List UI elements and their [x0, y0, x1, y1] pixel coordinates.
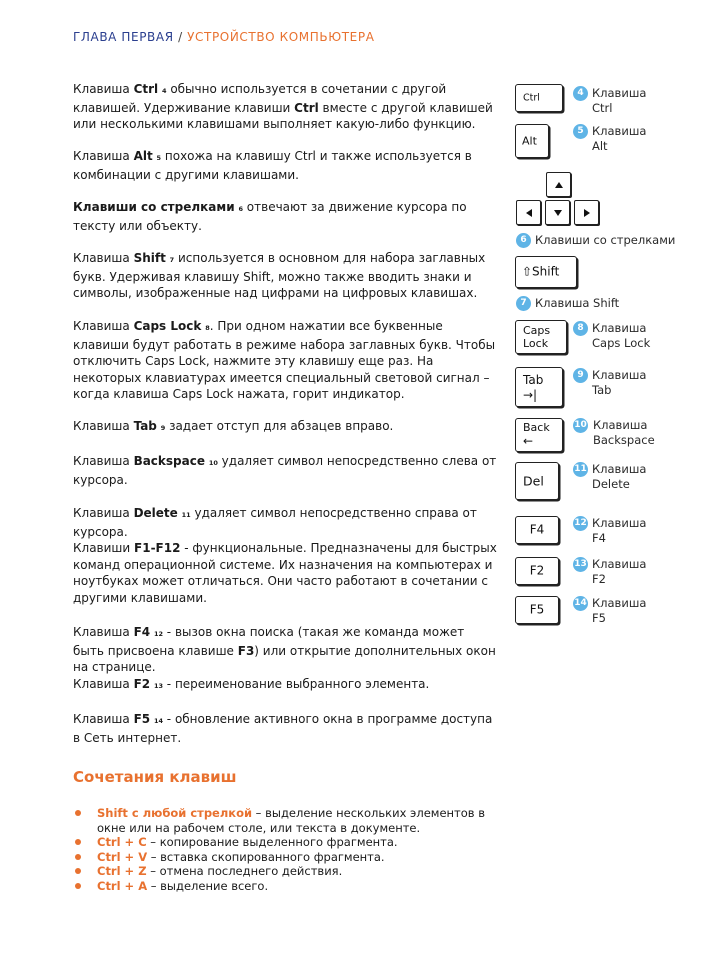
key-name: Alt [133, 149, 153, 163]
caption-line: Клавиша [592, 557, 647, 571]
ref-number: 11 [181, 511, 191, 519]
key-name: Shift [133, 251, 166, 265]
header-separator: / [178, 30, 183, 44]
key-name: F5 [133, 712, 151, 726]
key-label: F2 [529, 563, 545, 578]
list-item [73, 879, 503, 894]
text: обычно используется в сочетании с другой клавишей. Удерживание клавиши [73, 82, 447, 115]
shortcut-combo: Ctrl + A [97, 878, 148, 893]
text: Клавиша [73, 454, 134, 468]
text: Клавиша [73, 149, 134, 163]
key-name: Delete [133, 506, 178, 520]
caption-ctrl [592, 86, 646, 116]
text: Клавиша [73, 625, 134, 639]
key-label: Alt [522, 134, 537, 148]
caption-line: Клавиша [592, 368, 647, 382]
list-item [73, 806, 503, 835]
shortcut-description: – копирование выделенного фрагмента. [146, 835, 398, 849]
paragraph-f2 [73, 676, 497, 695]
shortcut-description: – выделение нескольких элементов в окне или на рабочем столе, или текста в документе. [97, 806, 485, 835]
caption-line: Ctrl [592, 101, 613, 115]
key-label: Back [523, 421, 550, 434]
key-label: Del [523, 473, 544, 489]
caption-line: Backspace [593, 433, 655, 447]
text: - обновление активного окна в программе доступа в Сеть интернет. [73, 712, 493, 745]
key-backspace-illustration [515, 418, 563, 452]
key-name: Backspace [133, 454, 205, 468]
caption-f2 [592, 557, 646, 587]
caption-f5 [592, 596, 646, 626]
text: удаляет символ непосредственно справа от курсора. [73, 506, 477, 539]
caption-f4 [592, 516, 646, 546]
bullet-dot-icon [75, 883, 81, 889]
caption-delete [592, 462, 646, 492]
arrow-down-key [545, 200, 570, 225]
text: Клавиши [73, 541, 135, 555]
shortcut-combo: Ctrl + V [97, 849, 148, 864]
key-label: ⇧Shift [522, 264, 560, 279]
text: - вызов окна поиска (такая же команда может быть присвоена клавише [73, 625, 465, 658]
paragraph-f4 [73, 624, 497, 676]
caption-line: Клавиша [592, 516, 647, 530]
bullet-dot-icon [75, 839, 81, 845]
text: Клавиша [73, 319, 134, 333]
key-alt-illustration [515, 124, 549, 158]
caption-line: F5 [592, 611, 606, 625]
caption-line: Delete [592, 477, 630, 491]
arrow-up-key [546, 172, 571, 197]
caption-line: F4 [592, 531, 606, 545]
badge-4: 4 [573, 86, 588, 101]
paragraph-ctrl [73, 81, 497, 133]
caption-line: Клавиша [593, 418, 648, 432]
key-capslock-illustration [515, 320, 567, 354]
text: . При одном нажатии все буквенные клавиши будут работать в режиме набора заглавных букв. Чтобы отключить Caps Lock, нажмите эту клавишу еще раз. На некоторых клавиатурах имеется специальный световой сигнал – когда клавиша Caps Lock нажата, горит индикатор. [73, 319, 496, 401]
badge-6: 6 [516, 233, 531, 248]
text: - переименование выбранного элемента. [162, 677, 430, 691]
key-name: Ctrl [294, 100, 319, 115]
caption-capslock [592, 321, 650, 351]
paragraph-arrows [73, 199, 497, 234]
bullet-dot-icon [75, 854, 81, 860]
badge-9: 9 [573, 368, 588, 383]
paragraph-fkeys [73, 540, 497, 606]
caption-line: Клавиша [592, 596, 647, 610]
badge-10: 10 [573, 418, 588, 433]
ref-number: 6 [238, 205, 243, 213]
caption-line: Tab [592, 383, 612, 397]
list-item [73, 850, 503, 865]
caption-alt [592, 124, 646, 154]
section-title-shortcuts: Сочетания клавиш [73, 768, 237, 786]
badge-8: 8 [573, 321, 588, 336]
key-name: Caps Lock [133, 319, 202, 333]
paragraph-capslock [73, 318, 497, 403]
text: Клавиша [73, 677, 134, 691]
ref-number: 10 [208, 459, 218, 467]
paragraph-f5 [73, 711, 497, 746]
key-label: Tab [523, 373, 544, 387]
key-label: Caps [523, 324, 551, 337]
chapter-label: ГЛАВА ПЕРВАЯ [73, 30, 174, 44]
paragraph-tab [73, 418, 497, 437]
text: похожа на клавишу Ctrl и также используется в комбинации с другими клавишами. [73, 149, 472, 182]
text: Клавиша [73, 82, 134, 96]
key-name: F1-F12 [134, 541, 181, 555]
text: - функциональные. Предназначены для быстрых команд операционной системе. Их назначения на компьютерах и ноутбуках может отличаться. Они часто работают в сочетании с другими клавишами. [73, 541, 497, 605]
ref-number: 13 [153, 682, 163, 690]
caption-line: F2 [592, 572, 606, 586]
ref-number: 12 [153, 630, 163, 638]
key-label: Ctrl [523, 92, 540, 104]
text: вместе с другой клавишей или несколькими клавишами выполняет какую-либо функцию. [73, 100, 493, 131]
caption-line: Клавиша [592, 124, 647, 138]
ref-number: 14 [153, 717, 163, 725]
arrow-right-icon [584, 209, 590, 217]
arrow-left-key [516, 200, 541, 225]
arrow-down-icon [554, 210, 562, 216]
caption-line: Клавиша [592, 321, 647, 335]
chapter-topic: УСТРОЙСТВО КОМПЬЮТЕРА [187, 30, 375, 44]
text: задает отступ для абзацев вправо. [165, 419, 394, 433]
shortcut-list [73, 806, 503, 893]
caption-arrows: Клавиши со стрелками [535, 233, 676, 247]
caption-line: Caps Lock [592, 336, 651, 350]
caption-line: Клавиша [592, 86, 647, 100]
arrow-left-icon: ← [523, 434, 534, 448]
text: отвечают за движение курсора по тексту или объекту. [73, 200, 467, 233]
page-header [73, 30, 375, 44]
badge-5: 5 [573, 124, 588, 139]
paragraph-shift [73, 250, 497, 302]
key-label: F4 [529, 522, 545, 537]
badge-11: 11 [573, 462, 588, 477]
shortcut-description: – отмена последнего действия. [146, 864, 343, 878]
key-del-illustration [515, 462, 559, 500]
paragraph-alt [73, 148, 497, 183]
arrow-left-icon [526, 209, 532, 217]
text: Клавиша [73, 419, 134, 433]
paragraph-delete [73, 505, 497, 540]
key-f2-illustration [515, 557, 559, 585]
caption-line: Клавиша [592, 462, 647, 476]
key-name: F3 [237, 643, 255, 658]
shortcut-combo: Ctrl + Z [97, 864, 147, 878]
bullet-dot-icon [75, 868, 81, 874]
key-f5-illustration [515, 596, 559, 624]
caption-line: Alt [592, 139, 608, 153]
list-item [73, 864, 503, 879]
badge-14: 14 [573, 596, 588, 611]
key-name: F4 [133, 625, 151, 639]
key-label: Lock [523, 337, 549, 350]
tab-arrow-icon: →| [523, 388, 538, 402]
bullet-dot-icon [75, 810, 81, 816]
badge-7: 7 [516, 296, 531, 311]
arrow-right-key [574, 200, 599, 225]
text: используется в основном для набора заглавных букв. Удерживая клавишу Shift, можно также вводить знаки и символы, изображенные над цифрами на цифровых клавишах. [73, 251, 486, 300]
text: Клавиша [73, 506, 134, 520]
ref-number: 5 [156, 154, 162, 162]
key-shift-illustration [515, 256, 577, 288]
key-tab-illustration [515, 367, 563, 407]
arrow-up-icon [555, 182, 563, 188]
badge-12: 12 [573, 516, 588, 531]
key-name: Ctrl [133, 82, 159, 96]
key-name: F2 [133, 677, 151, 691]
ref-number: 9 [160, 424, 166, 432]
caption-tab [592, 368, 646, 398]
key-f4-illustration [515, 516, 559, 544]
shortcut-combo: Shift с любой стрелкой [97, 806, 253, 820]
key-label: F5 [529, 602, 545, 617]
list-item [73, 835, 503, 850]
key-name: Клавиши со стрелками [73, 200, 235, 214]
ref-number: 7 [169, 256, 175, 264]
badge-13: 13 [573, 557, 588, 572]
text: Клавиша [73, 251, 134, 265]
caption-shift: Клавиша Shift [535, 296, 620, 310]
paragraph-backspace [73, 453, 497, 488]
text: удаляет символ непосредственно слева от курсора. [73, 454, 497, 487]
text: ) или открытие дополнительных окон на странице. [73, 643, 496, 674]
key-name: Tab [133, 419, 157, 433]
shortcut-combo: Ctrl + C [97, 835, 147, 849]
key-ctrl-illustration [515, 84, 563, 112]
ref-number: 4 [161, 87, 167, 95]
caption-backspace [593, 418, 655, 448]
text: Клавиша [73, 712, 134, 726]
shortcut-description: – вставка скопированного фрагмента. [147, 849, 385, 864]
ref-number: 8 [205, 324, 210, 332]
shortcut-description: – выделение всего. [147, 878, 269, 893]
